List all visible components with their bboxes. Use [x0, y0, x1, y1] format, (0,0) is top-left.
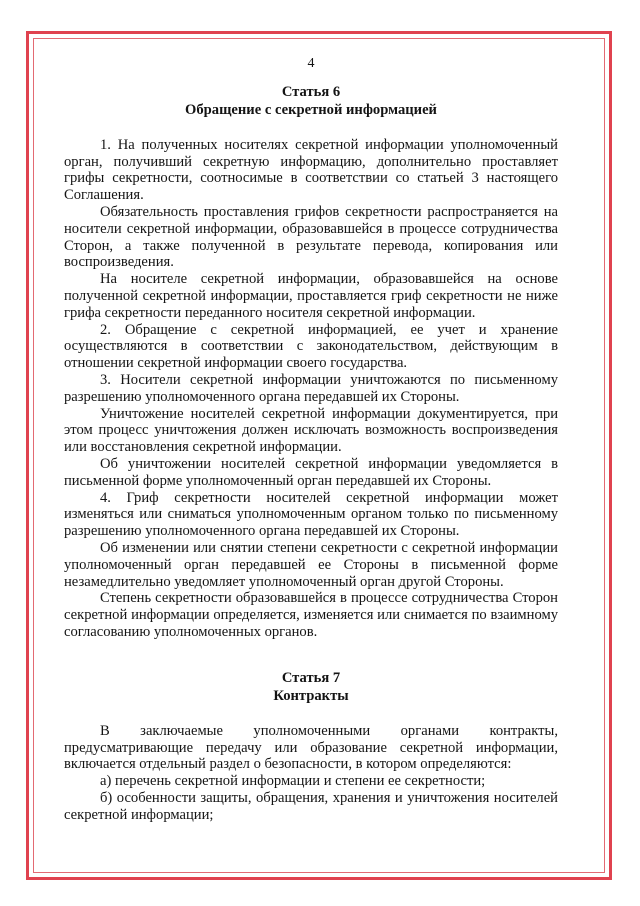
- page-number: 4: [307, 56, 315, 71]
- article-6-paragraph-10: Степень секретности образовавшейся в процессе сотрудничества Сторон секретной информации определяется, изменяется или снимается по взаимному согласованию уполномоченных органов.: [64, 590, 558, 640]
- article-7-title: Статья 7: [281, 669, 341, 686]
- article-6-paragraph-9: Об изменении или снятии степени секретности с секретной информации уполномоченный орган передавшей ее Стороны в письменной форме незамедлительно уведомляет уполномоченный орган другой Стороны.: [64, 539, 558, 590]
- article-6-paragraph-5: 3. Носители секретной информации уничтожаются по письменному разрешению уполномоченного органа передавшей их Стороны.: [64, 371, 558, 405]
- article-6-paragraph-6: Уничтожение носителей секретной информации документируется, при этом процесс уничтожения должен исключать возможность воспроизведения или восстановления секретной информации.: [64, 405, 558, 456]
- article-7-subtitle: Контракты: [273, 687, 349, 704]
- article-6: [64, 83, 558, 641]
- article-7-list-item-a: а) перечень секретной информации и степени ее секретности;: [100, 773, 486, 790]
- article-6-paragraph-7: Об уничтожении носителей секретной информации уведомляется в письменной форме уполномоченный орган передавшей их Стороны.: [64, 455, 558, 489]
- article-6-subtitle: Обращение с секретной информацией: [185, 101, 437, 118]
- article-6-title: Статья 6: [281, 83, 341, 100]
- document-body: [64, 56, 558, 823]
- article-6-paragraph-4: 2. Обращение с секретной информацией, ее учет и хранение осуществляются в соответствии с законодательством, действующим в отношении секретной информации своего государства.: [64, 321, 558, 372]
- article-7-list-item-b: б) особенности защиты, обращения, хранения и уничтожения носителей секретной информации;: [64, 789, 558, 823]
- article-6-paragraph-8: 4. Гриф секретности носителей секретной информации может изменяться или сниматься уполномоченным органом только по письменному разрешению уполномоченного органа передавшей их Стороны.: [64, 489, 558, 540]
- article-6-paragraph-2: Обязательность проставления грифов секретности распространяется на носители секретной информации, образовавшейся в процессе сотрудничества Сторон, а также полученной в результате перевода, копирования или воспроизведения.: [64, 203, 558, 271]
- article-7-paragraph-1: В заключаемые уполномоченными органами контракты, предусматривающие передачу или образование секретной информации, включается отдельный раздел о безопасности, в котором определяются:: [64, 722, 558, 773]
- article-6-paragraph-3: На носителе секретной информации, образовавшейся на основе полученной секретной информации, проставляется гриф секретности не ниже грифа секретности переданного носителя секретной информации.: [64, 271, 558, 321]
- article-7: [64, 669, 558, 824]
- article-6-paragraph-1: 1. На полученных носителях секретной информации уполномоченный орган, получивший секретную информацию, дополнительно проставляет грифы секретности, соотносимые в соответствии со статьей 3 настоящего Соглашения.: [64, 136, 558, 204]
